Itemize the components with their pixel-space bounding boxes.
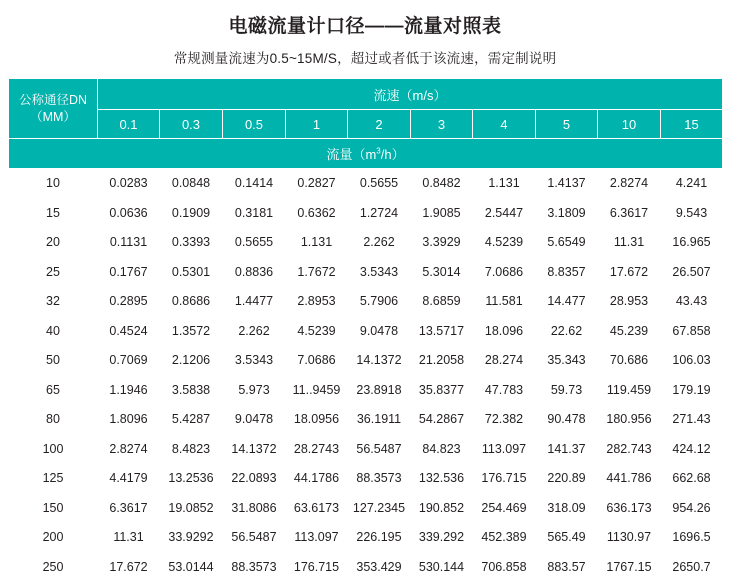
cell-flow: 271.43 (661, 405, 723, 435)
cell-flow: 1767.15 (598, 552, 661, 582)
cell-flow: 127.2345 (348, 493, 411, 523)
cell-flow: 0.0848 (160, 169, 223, 199)
cell-flow: 3.5343 (223, 346, 286, 376)
cell-flow: 113.097 (473, 434, 536, 464)
cell-flow: 2.262 (348, 228, 411, 258)
cell-flow: 179.19 (661, 375, 723, 405)
cell-flow: 1.2724 (348, 198, 411, 228)
cell-flow: 0.5301 (160, 257, 223, 287)
cell-flow: 11.31 (598, 228, 661, 258)
cell-flow: 1696.5 (661, 523, 723, 553)
cell-flow: 1.1946 (98, 375, 160, 405)
cell-flow: 35.343 (536, 346, 598, 376)
cell-flow: 6.3617 (98, 493, 160, 523)
page-title: 电磁流量计口径——流量对照表 (228, 16, 502, 37)
cell-flow: 35.8377 (411, 375, 473, 405)
cell-flow: 0.2895 (98, 287, 160, 317)
cell-flow: 59.73 (536, 375, 598, 405)
cell-flow: 3.1809 (536, 198, 598, 228)
cell-flow: 5.3014 (411, 257, 473, 287)
table-row (9, 375, 723, 405)
cell-flow: 254.469 (473, 493, 536, 523)
cell-flow: 16.965 (661, 228, 723, 258)
cell-flow: 28.274 (473, 346, 536, 376)
cell-flow: 13.2536 (160, 464, 223, 494)
cell-dn: 100 (9, 434, 98, 464)
cell-flow: 7.0686 (286, 346, 348, 376)
cell-flow: 4.5239 (286, 316, 348, 346)
cell-flow: 565.49 (536, 523, 598, 553)
cell-flow: 0.3181 (223, 198, 286, 228)
cell-flow: 1.131 (473, 169, 536, 199)
table-row (9, 228, 723, 258)
cell-flow: 220.89 (536, 464, 598, 494)
cell-dn: 32 (9, 287, 98, 317)
cell-flow: 5.7906 (348, 287, 411, 317)
table-row (9, 434, 723, 464)
cell-flow: 54.2867 (411, 405, 473, 435)
cell-flow: 318.09 (536, 493, 598, 523)
cell-dn: 25 (9, 257, 98, 287)
cell-flow: 8.4823 (160, 434, 223, 464)
cell-flow: 441.786 (598, 464, 661, 494)
table-body (9, 169, 723, 582)
table-header-row-speed-values (9, 110, 723, 139)
table-row (9, 464, 723, 494)
dn-header-line1: 公称通径DN (18, 92, 88, 107)
cell-flow: 88.3573 (348, 464, 411, 494)
cell-flow: 0.8482 (411, 169, 473, 199)
column-header-speed-9: 15 (661, 110, 723, 139)
cell-flow: 0.4524 (98, 316, 160, 346)
cell-flow: 8.6859 (411, 287, 473, 317)
table-row (9, 287, 723, 317)
table-row (9, 198, 723, 228)
flow-label-tail: /h） (380, 147, 405, 162)
cell-flow: 2.8274 (598, 169, 661, 199)
cell-flow: 282.743 (598, 434, 661, 464)
cell-flow: 176.715 (286, 552, 348, 582)
cell-flow: 0.8686 (160, 287, 223, 317)
cell-flow: 14.1372 (348, 346, 411, 376)
cell-flow: 1.8096 (98, 405, 160, 435)
cell-flow: 0.2827 (286, 169, 348, 199)
cell-flow: 53.0144 (160, 552, 223, 582)
cell-flow: 2.5447 (473, 198, 536, 228)
cell-flow: 3.5838 (160, 375, 223, 405)
cell-dn: 65 (9, 375, 98, 405)
cell-flow: 5.4287 (160, 405, 223, 435)
cell-flow: 5.6549 (536, 228, 598, 258)
cell-flow: 11..9459 (286, 375, 348, 405)
column-group-header-speed: 流速（m/s） (98, 79, 723, 110)
table-row (9, 346, 723, 376)
cell-flow: 0.0283 (98, 169, 160, 199)
cell-dn: 20 (9, 228, 98, 258)
cell-flow: 9.543 (661, 198, 723, 228)
cell-flow: 2650.7 (661, 552, 723, 582)
cell-flow: 1.4137 (536, 169, 598, 199)
cell-flow: 1.7672 (286, 257, 348, 287)
cell-flow: 2.1206 (160, 346, 223, 376)
cell-flow: 5.973 (223, 375, 286, 405)
cell-flow: 56.5487 (348, 434, 411, 464)
cell-flow: 2.8953 (286, 287, 348, 317)
cell-dn: 10 (9, 169, 98, 199)
column-header-speed-7: 5 (536, 110, 598, 139)
cell-flow: 0.6362 (286, 198, 348, 228)
cell-flow: 56.5487 (223, 523, 286, 553)
cell-flow: 44.1786 (286, 464, 348, 494)
cell-flow: 84.823 (411, 434, 473, 464)
table-row (9, 552, 723, 582)
cell-dn: 250 (9, 552, 98, 582)
cell-flow: 6.3617 (598, 198, 661, 228)
column-header-speed-6: 4 (473, 110, 536, 139)
cell-flow: 8.8357 (536, 257, 598, 287)
cell-flow: 90.478 (536, 405, 598, 435)
cell-flow: 141.37 (536, 434, 598, 464)
cell-flow: 0.0636 (98, 198, 160, 228)
table-row (9, 493, 723, 523)
cell-flow: 11.31 (98, 523, 160, 553)
cell-flow: 113.097 (286, 523, 348, 553)
column-header-speed-3: 1 (286, 110, 348, 139)
cell-flow: 106.03 (661, 346, 723, 376)
cell-flow: 4.4179 (98, 464, 160, 494)
cell-flow: 33.9292 (160, 523, 223, 553)
cell-flow: 9.0478 (348, 316, 411, 346)
flow-label-head: 流量（m (326, 147, 377, 162)
cell-flow: 11.581 (473, 287, 536, 317)
cell-flow: 353.429 (348, 552, 411, 582)
cell-flow: 2.8274 (98, 434, 160, 464)
table-header-row-flow-group (9, 139, 723, 169)
cell-flow: 63.6173 (286, 493, 348, 523)
cell-flow: 13.5717 (411, 316, 473, 346)
cell-flow: 530.144 (411, 552, 473, 582)
cell-flow: 3.3929 (411, 228, 473, 258)
cell-flow: 180.956 (598, 405, 661, 435)
cell-flow: 17.672 (598, 257, 661, 287)
cell-flow: 19.0852 (160, 493, 223, 523)
cell-flow: 452.389 (473, 523, 536, 553)
cell-flow: 17.672 (98, 552, 160, 582)
cell-flow: 70.686 (598, 346, 661, 376)
cell-flow: 0.7069 (98, 346, 160, 376)
cell-flow: 4.5239 (473, 228, 536, 258)
cell-flow: 0.1767 (98, 257, 160, 287)
table-row (9, 405, 723, 435)
column-header-speed-2: 0.5 (223, 110, 286, 139)
page-subtitle: 常规测量流速为0.5~15M/S，超过或者低于该流速，需定制说明 (173, 51, 557, 66)
table-row (9, 523, 723, 553)
cell-dn: 150 (9, 493, 98, 523)
cell-flow: 883.57 (536, 552, 598, 582)
cell-flow: 119.459 (598, 375, 661, 405)
cell-dn: 15 (9, 198, 98, 228)
column-header-speed-5: 3 (411, 110, 473, 139)
cell-flow: 1.3572 (160, 316, 223, 346)
cell-flow: 22.62 (536, 316, 598, 346)
cell-dn: 80 (9, 405, 98, 435)
cell-flow: 72.382 (473, 405, 536, 435)
dn-header-line2: （MM） (30, 109, 76, 124)
cell-flow: 36.1911 (348, 405, 411, 435)
cell-flow: 43.43 (661, 287, 723, 317)
cell-flow: 0.3393 (160, 228, 223, 258)
cell-flow: 662.68 (661, 464, 723, 494)
cell-dn: 200 (9, 523, 98, 553)
column-header-dn (9, 79, 98, 139)
column-header-speed-0: 0.1 (98, 110, 160, 139)
cell-flow: 1.131 (286, 228, 348, 258)
cell-flow: 45.239 (598, 316, 661, 346)
column-group-header-flow (9, 139, 723, 169)
cell-flow: 28.2743 (286, 434, 348, 464)
cell-flow: 190.852 (411, 493, 473, 523)
cell-flow: 636.173 (598, 493, 661, 523)
cell-flow: 9.0478 (223, 405, 286, 435)
column-header-speed-1: 0.3 (160, 110, 223, 139)
cell-flow: 21.2058 (411, 346, 473, 376)
cell-dn: 125 (9, 464, 98, 494)
column-header-speed-8: 10 (598, 110, 661, 139)
cell-flow: 0.1131 (98, 228, 160, 258)
cell-flow: 1.9085 (411, 198, 473, 228)
cell-flow: 0.1414 (223, 169, 286, 199)
cell-flow: 226.195 (348, 523, 411, 553)
cell-flow: 67.858 (661, 316, 723, 346)
table-row (9, 316, 723, 346)
cell-flow: 0.5655 (348, 169, 411, 199)
cell-flow: 4.241 (661, 169, 723, 199)
cell-flow: 1.4477 (223, 287, 286, 317)
cell-flow: 2.262 (223, 316, 286, 346)
cell-flow: 1130.97 (598, 523, 661, 553)
cell-flow: 424.12 (661, 434, 723, 464)
cell-flow: 88.3573 (223, 552, 286, 582)
cell-flow: 132.536 (411, 464, 473, 494)
column-header-speed-4: 2 (348, 110, 411, 139)
cell-flow: 14.477 (536, 287, 598, 317)
cell-flow: 0.5655 (223, 228, 286, 258)
cell-flow: 47.783 (473, 375, 536, 405)
table-header-row-speed-group (9, 79, 723, 110)
cell-flow: 14.1372 (223, 434, 286, 464)
cell-flow: 31.8086 (223, 493, 286, 523)
cell-dn: 40 (9, 316, 98, 346)
cell-flow: 0.1909 (160, 198, 223, 228)
cell-flow: 18.0956 (286, 405, 348, 435)
cell-flow: 176.715 (473, 464, 536, 494)
cell-flow: 23.8918 (348, 375, 411, 405)
cell-flow: 339.292 (411, 523, 473, 553)
cell-flow: 22.0893 (223, 464, 286, 494)
cell-flow: 706.858 (473, 552, 536, 582)
table-row (9, 257, 723, 287)
table-row (9, 169, 723, 199)
cell-dn: 50 (9, 346, 98, 376)
cell-flow: 18.096 (473, 316, 536, 346)
cell-flow: 28.953 (598, 287, 661, 317)
cell-flow: 26.507 (661, 257, 723, 287)
cell-flow: 954.26 (661, 493, 723, 523)
flow-label-sup: 3 (376, 146, 381, 156)
cell-flow: 0.8836 (223, 257, 286, 287)
cell-flow: 7.0686 (473, 257, 536, 287)
cell-flow: 3.5343 (348, 257, 411, 287)
flow-rate-table (8, 78, 723, 582)
